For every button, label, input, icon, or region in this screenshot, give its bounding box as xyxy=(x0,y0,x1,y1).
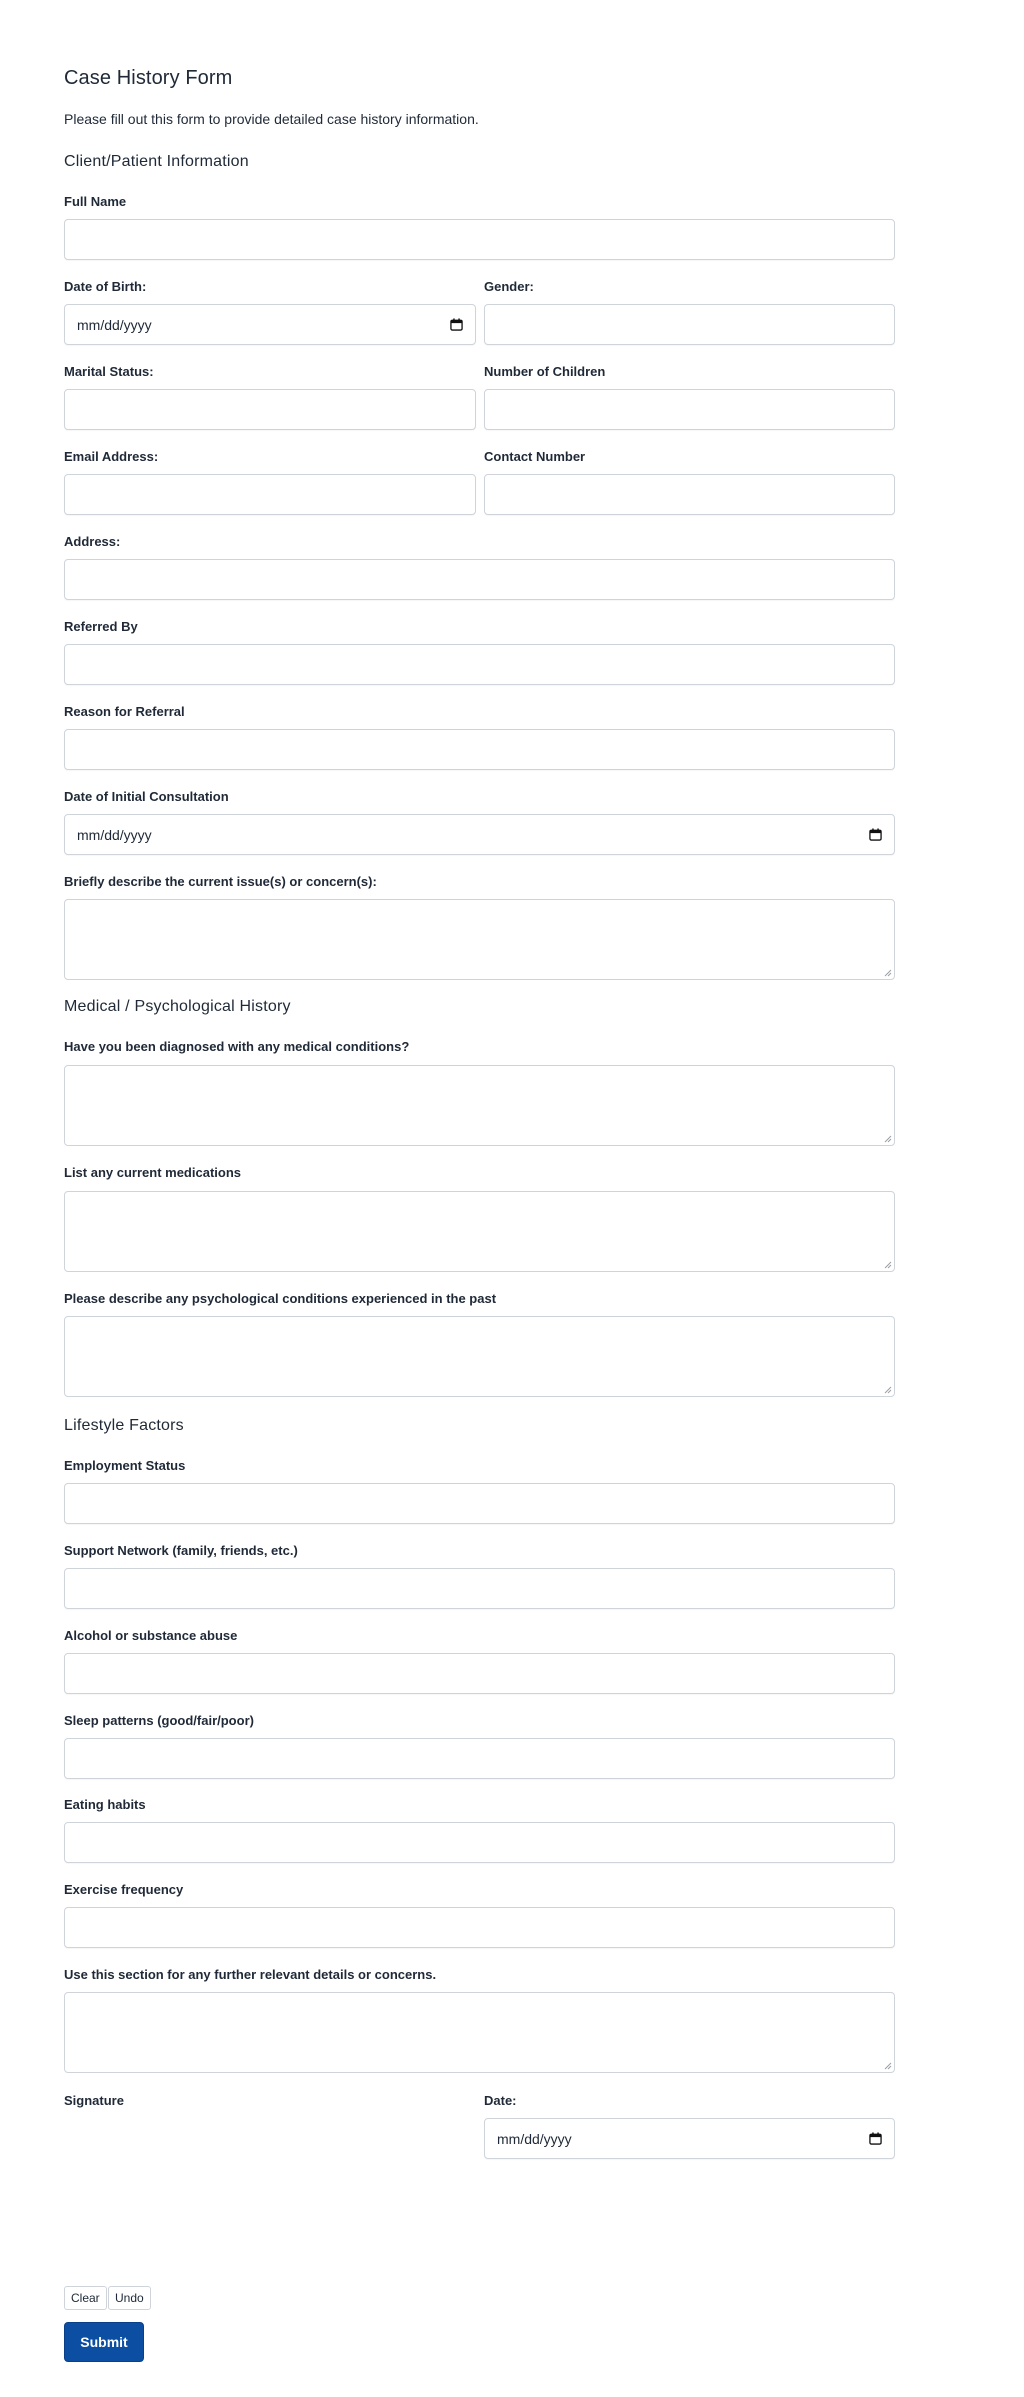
form-intro: Please fill out this form to provide detailed case history information. xyxy=(64,111,479,127)
clear-signature-button[interactable]: Clear xyxy=(64,2286,107,2310)
consult-date-placeholder: mm/dd/yyyy xyxy=(77,826,152,843)
resize-grip-icon[interactable] xyxy=(884,1386,892,1394)
resize-grip-icon[interactable] xyxy=(884,1261,892,1269)
submit-button[interactable]: Submit xyxy=(64,2322,144,2362)
calendar-icon[interactable] xyxy=(450,318,463,331)
calendar-icon[interactable] xyxy=(869,2132,882,2145)
full-name-label: Full Name xyxy=(64,194,127,209)
further-textarea[interactable] xyxy=(64,1992,895,2073)
full-name-input[interactable] xyxy=(64,219,895,260)
signature-date-input[interactable] xyxy=(484,2118,895,2159)
gender-label: Gender: xyxy=(484,279,534,294)
calendar-icon[interactable] xyxy=(869,828,882,841)
psych-label: Please describe any psychological conditions experienced in the past xyxy=(64,1291,497,1306)
consult-date-input[interactable] xyxy=(64,814,895,855)
referred-by-label: Referred By xyxy=(64,619,138,634)
section-medical-title: Medical / Psychological History xyxy=(64,998,291,1015)
resize-grip-icon[interactable] xyxy=(884,2062,892,2070)
sleep-label: Sleep patterns (good/fair/poor) xyxy=(64,1713,254,1728)
resize-grip-icon[interactable] xyxy=(884,969,892,977)
employment-input[interactable] xyxy=(64,1483,895,1524)
alcohol-input[interactable] xyxy=(64,1653,895,1694)
email-label: Email Address: xyxy=(64,449,159,464)
diagnosed-textarea[interactable] xyxy=(64,1065,895,1146)
form-title: Case History Form xyxy=(64,67,233,89)
undo-signature-button[interactable]: Undo xyxy=(108,2286,151,2310)
section-lifestyle-title: Lifestyle Factors xyxy=(64,1417,184,1434)
eating-input[interactable] xyxy=(64,1822,895,1863)
gender-input[interactable] xyxy=(484,304,895,345)
referred-by-input[interactable] xyxy=(64,644,895,685)
eating-label: Eating habits xyxy=(64,1797,146,1812)
signature-date-placeholder: mm/dd/yyyy xyxy=(497,2130,572,2147)
contact-input[interactable] xyxy=(484,474,895,515)
diagnosed-label: Have you been diagnosed with any medical conditions? xyxy=(64,1039,410,1054)
issues-textarea[interactable] xyxy=(64,899,895,980)
signature-pad[interactable] xyxy=(64,2118,476,2268)
medications-label: List any current medications xyxy=(64,1165,241,1180)
dob-input[interactable] xyxy=(64,304,476,345)
resize-grip-icon[interactable] xyxy=(884,1135,892,1143)
address-input[interactable] xyxy=(64,559,895,600)
email-input[interactable] xyxy=(64,474,476,515)
exercise-input[interactable] xyxy=(64,1907,895,1948)
exercise-label: Exercise frequency xyxy=(64,1882,184,1897)
date-label: Date: xyxy=(484,2093,517,2108)
children-input[interactable] xyxy=(484,389,895,430)
issues-label: Briefly describe the current issue(s) or concern(s): xyxy=(64,874,377,889)
marital-status-label: Marital Status: xyxy=(64,364,154,379)
dob-label: Date of Birth: xyxy=(64,279,147,294)
signature-label: Signature xyxy=(64,2093,124,2108)
contact-label: Contact Number xyxy=(484,449,586,464)
alcohol-label: Alcohol or substance abuse xyxy=(64,1628,238,1643)
reason-label: Reason for Referral xyxy=(64,704,185,719)
further-label: Use this section for any further relevant details or concerns. xyxy=(64,1967,437,1982)
section-client-title: Client/Patient Information xyxy=(64,153,249,170)
employment-label: Employment Status xyxy=(64,1458,186,1473)
support-label: Support Network (family, friends, etc.) xyxy=(64,1543,298,1558)
reason-input[interactable] xyxy=(64,729,895,770)
address-label: Address: xyxy=(64,534,121,549)
children-label: Number of Children xyxy=(484,364,606,379)
marital-status-input[interactable] xyxy=(64,389,476,430)
support-input[interactable] xyxy=(64,1568,895,1609)
medications-textarea[interactable] xyxy=(64,1191,895,1272)
sleep-input[interactable] xyxy=(64,1738,895,1779)
dob-placeholder: mm/dd/yyyy xyxy=(77,316,152,333)
consult-date-label: Date of Initial Consultation xyxy=(64,789,229,804)
psych-textarea[interactable] xyxy=(64,1316,895,1397)
